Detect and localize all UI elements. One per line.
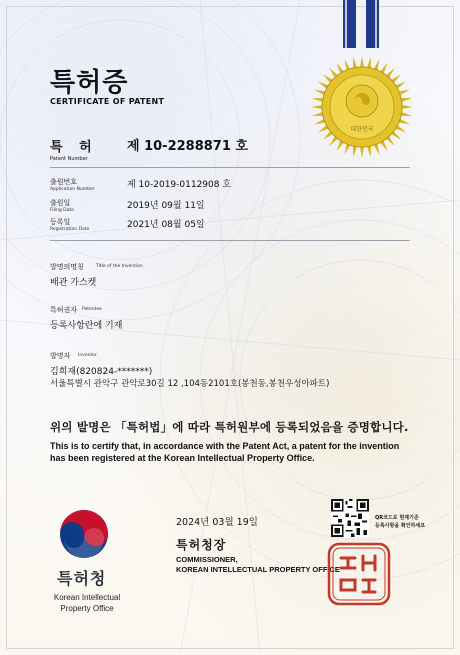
registration-value: 2021년 08월 05일 (127, 220, 205, 230)
issue-date: 2024년 03월 19일 (176, 517, 258, 528)
kipo-name-english-line2: Property Office (60, 604, 114, 613)
application-label: 출원번호 (50, 178, 78, 186)
commissioner-english-line2: KOREAN INTELLECTUAL PROPERTY OFFICE (176, 565, 340, 574)
ribbon-stripe-right (366, 0, 379, 48)
title-english: CERTIFICATE OF PATENT (50, 97, 165, 106)
inventor-address: 서울특별시 관악구 관악로30길 12 ,104동2101호(봉천동,봉천우성아파트) (50, 379, 330, 389)
divider (50, 167, 410, 168)
inventor-label: 발명자 (50, 352, 71, 360)
patentee-label-en: Patentee (82, 307, 102, 312)
qr-caption-line2: 등록사항을 확인하세요 (375, 523, 426, 529)
ribbon-stripe-left (343, 0, 356, 48)
gold-seal (310, 55, 414, 159)
filing-label: 출원일 (50, 199, 71, 207)
certification-english (50, 440, 430, 464)
invention-label: 발명의명칭 (50, 263, 84, 271)
kipo-name-english-line1: Korean Intellectual (53, 593, 121, 602)
patentee-label: 특허권자 (50, 306, 78, 314)
qr-code[interactable] (331, 499, 369, 537)
application-label-en: Application Number (50, 187, 95, 192)
registration-label-en: Registration Date (50, 227, 90, 232)
patent-number-value: 제 10-2288871 호 (127, 139, 248, 154)
official-stamp (327, 542, 391, 606)
inventor-label-en: Inventor (78, 353, 97, 358)
patent-number-label: 특 허 (50, 140, 98, 155)
patentee-value: 등록사항란에 기재 (50, 321, 123, 331)
application-value: 제 10-2019-0112908 호 (127, 180, 232, 190)
certification-korean: 위의 발명은 「특허법」에 따라 특허원부에 등록되었음을 증명합니다. (50, 420, 409, 434)
certification-english-line2: has been registered at the Korean Intellectual Property Office. (50, 453, 315, 463)
patent-number-label-en: Patent Number (50, 156, 88, 162)
kipo-name-korean: 특허청 (57, 569, 107, 588)
filing-label-en: Filing Date (50, 208, 74, 213)
certification-english-line1: This is to certify that, in accordance with the Patent Act, a patent for the invention (50, 441, 400, 451)
registration-label: 등록일 (50, 218, 71, 226)
commissioner-english-line1: COMMISSIONER, (176, 555, 238, 564)
invention-label-en: Title of the Invention (96, 264, 143, 269)
divider (50, 240, 410, 241)
title-korean: 특허증 (50, 68, 129, 98)
qr-caption-line1: QR코드로 현재기준 (375, 515, 419, 521)
kipo-logo (58, 508, 110, 560)
filing-value: 2019년 09월 11일 (127, 201, 205, 211)
invention-value: 배관 가스켓 (50, 278, 97, 288)
seal-text: 대한민국 (350, 126, 374, 133)
inventor-name: 김희재(820824-*******) (50, 367, 153, 377)
commissioner-korean: 특허청장 (176, 538, 227, 552)
